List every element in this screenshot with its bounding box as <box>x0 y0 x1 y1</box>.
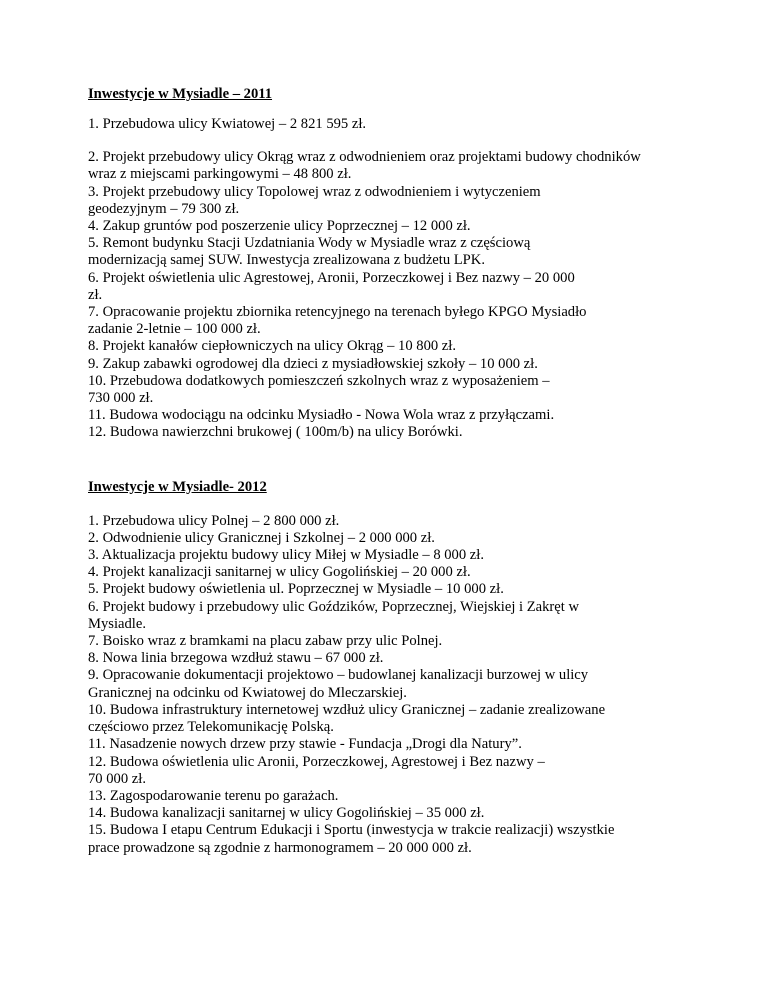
list-item-line: 14. Budowa kanalizacji sanitarnej w ulicy Gogolińskiej – 35 000 zł. <box>88 805 485 822</box>
list-item-line: 13. Zagospodarowanie terenu po garażach. <box>88 787 339 804</box>
list-item-line: 6. Projekt budowy i przebudowy ulic Goździków, Poprzecznej, Wiejskiej i Zakręt w <box>88 598 580 615</box>
list-item <box>88 356 688 373</box>
section-2011 <box>88 86 688 442</box>
investment-list <box>88 513 688 857</box>
list-item <box>88 235 688 269</box>
list-item-line: 11. Budowa wodociągu na odcinku Mysiadło - Nowa Wola wraz z przyłączami. <box>88 407 555 424</box>
list-item-line: zł. <box>88 286 103 303</box>
list-item-line: 3. Projekt przebudowy ulicy Topolowej wraz z odwodnieniem i wytyczeniem <box>88 183 541 200</box>
list-item-line: 2. Projekt przebudowy ulicy Okrąg wraz z odwodnieniem oraz projektami budowy chodników <box>88 149 641 166</box>
list-item <box>88 822 688 856</box>
list-item-line: 4. Projekt kanalizacji sanitarnej w ulicy Gogolińskiej – 20 000 zł. <box>88 564 471 581</box>
list-item-line: 10. Przebudowa dodatkowych pomieszczeń szkolnych wraz z wyposażeniem – <box>88 372 550 389</box>
list-item <box>88 547 688 564</box>
list-item <box>88 667 688 701</box>
list-item <box>88 218 688 235</box>
list-item-line: 1. Przebudowa ulicy Kwiatowej – 2 821 595 zł. <box>88 116 367 132</box>
document-page <box>88 86 688 857</box>
list-item-line: częściowo przez Telekomunikację Polską. <box>88 719 334 736</box>
list-item-line: 5. Projekt budowy oświetlenia ul. Poprzecznej w Mysiadle – 10 000 zł. <box>88 581 504 598</box>
list-item <box>88 184 688 218</box>
list-item-line: 2. Odwodnienie ulicy Granicznej i Szkolnej – 2 000 000 zł. <box>88 529 435 546</box>
list-item <box>88 338 688 355</box>
list-item <box>88 564 688 581</box>
list-item <box>88 270 688 304</box>
list-item-line: 70 000 zł. <box>88 770 146 787</box>
list-item-line: Granicznej na odcinku od Kwiatowej do Mleczarskiej. <box>88 684 407 701</box>
list-item-line: geodezyjnym – 79 300 zł. <box>88 200 240 217</box>
list-item-line: 1. Przebudowa ulicy Polnej – 2 800 000 zł. <box>88 512 340 529</box>
list-item-line: 8. Nowa linia brzegowa wzdłuż stawu – 67 000 zł. <box>88 650 384 667</box>
list-item-line: zadanie 2-letnie – 100 000 zł. <box>88 321 261 338</box>
list-item-line: 10. Budowa infrastruktury internetowej wzdłuż ulicy Granicznej – zadanie zrealizowane <box>88 701 606 718</box>
list-item <box>88 650 688 667</box>
list-item-line: 4. Zakup gruntów pod poszerzenie ulicy Poprzecznej – 12 000 zł. <box>88 218 471 235</box>
list-item <box>88 754 688 788</box>
list-item-line: Mysiadle. <box>88 615 146 632</box>
list-item <box>88 373 688 407</box>
list-item <box>88 530 688 547</box>
list-item-line: modernizacją samej SUW. Inwestycja zrealizowana z budżetu LPK. <box>88 252 485 269</box>
list-item <box>88 788 688 805</box>
list-item-line: 9. Zakup zabawki ogrodowej dla dzieci z mysiadłowskiej szkoły – 10 000 zł. <box>88 355 538 372</box>
list-item <box>88 805 688 822</box>
list-item-line: 7. Boisko wraz z bramkami na placu zabaw przy ulic Polnej. <box>88 633 443 650</box>
list-item-line: 15. Budowa I etapu Centrum Edukacji i Sportu (inwestycja w trakcie realizacji) wszystkie <box>88 822 615 839</box>
list-item <box>88 581 688 598</box>
list-item-line: 5. Remont budynku Stacji Uzdatniania Wody w Mysiadle wraz z częściową <box>88 235 531 252</box>
list-item <box>88 702 688 736</box>
investment-list <box>88 116 688 442</box>
list-item <box>88 304 688 338</box>
list-item-line: 730 000 zł. <box>88 390 154 407</box>
list-item-line: 8. Projekt kanałów ciepłowniczych na ulicy Okrąg – 10 800 zł. <box>88 338 456 355</box>
section-2012 <box>88 479 688 857</box>
list-item-line: wraz z miejscami parkingowymi – 48 800 zł. <box>88 166 352 183</box>
section-heading: Inwestycje w Mysiadle- 2012 <box>88 478 267 495</box>
list-item <box>88 407 688 424</box>
list-item-line: prace prowadzone są zgodnie z harmonogramem – 20 000 000 zł. <box>88 839 472 856</box>
list-item-line: 7. Opracowanie projektu zbiornika retencyjnego na terenach byłego KPGO Mysiadło <box>88 304 587 321</box>
list-item <box>88 149 688 183</box>
list-item-line: 6. Projekt oświetlenia ulic Agrestowej, Aronii, Porzeczkowej i Bez nazwy – 20 000 <box>88 269 575 286</box>
list-item <box>88 116 688 133</box>
list-item-line: 11. Nasadzenie nowych drzew przy stawie - Fundacja „Drogi dla Natury”. <box>88 736 522 753</box>
list-item <box>88 633 688 650</box>
list-item-line: 9. Opracowanie dokumentacji projektowo – budowlanej kanalizacji burzowej w ulicy <box>88 667 589 684</box>
list-item <box>88 513 688 530</box>
section-heading: Inwestycje w Mysiadle – 2011 <box>88 86 273 102</box>
list-item-line: 3. Aktualizacja projektu budowy ulicy Miłej w Mysiadle – 8 000 zł. <box>88 547 484 564</box>
list-item-line: 12. Budowa nawierzchni brukowej ( 100m/b) na ulicy Borówki. <box>88 424 463 441</box>
list-item-line: 12. Budowa oświetlenia ulic Aronii, Porzeczkowej, Agrestowej i Bez nazwy – <box>88 753 545 770</box>
list-item <box>88 424 688 441</box>
list-item <box>88 599 688 633</box>
list-item <box>88 736 688 753</box>
